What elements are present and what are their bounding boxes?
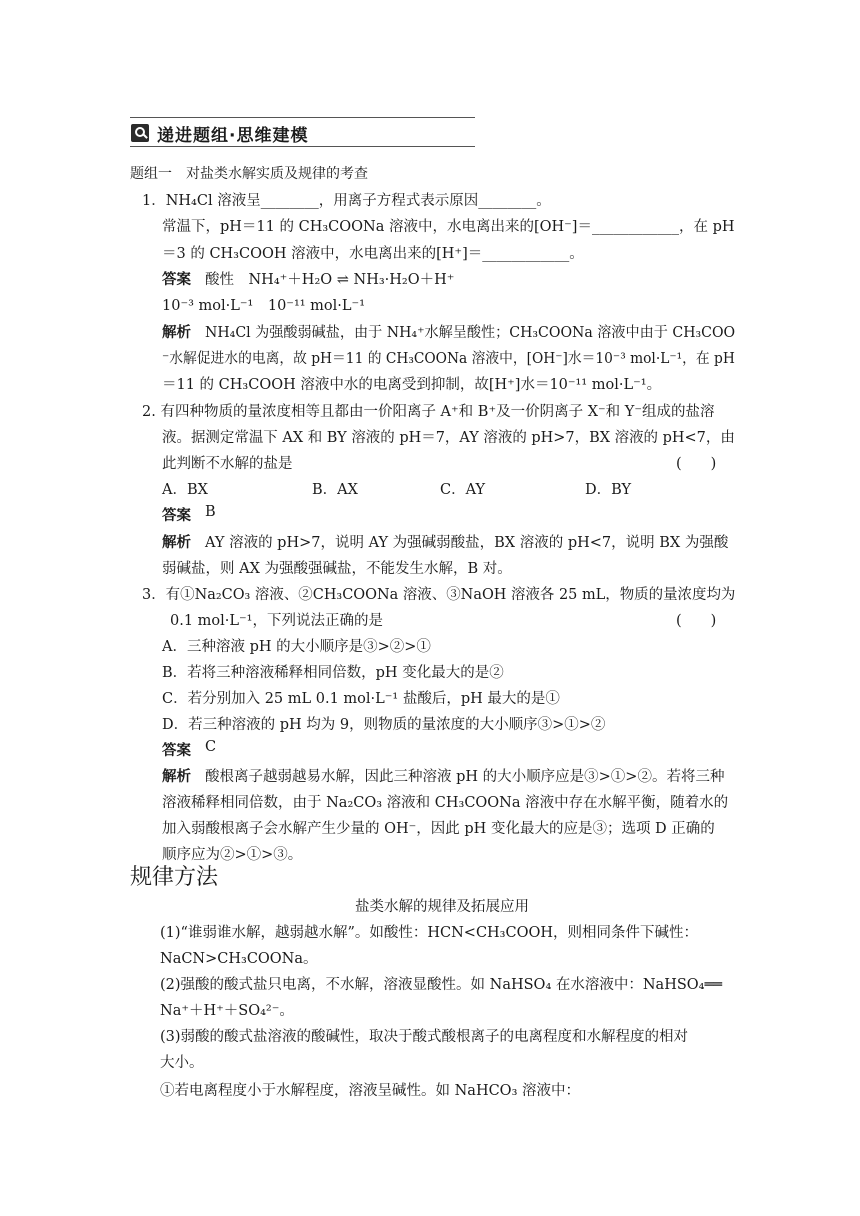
rules-p4: ①若电离程度小于水解程度，溶液呈碱性。如 NaHCO₃ 溶液中：	[160, 1083, 580, 1099]
q2-answer-label: 答案	[162, 508, 191, 524]
q2-answer-paren: ( )	[676, 456, 717, 472]
q1-analysis-label: 解析	[162, 325, 191, 341]
q3-analysis-label: 解析	[162, 769, 191, 785]
q3-stem-line1: 3．有①Na₂CO₃ 溶液、②CH₃COONa 溶液、③NaOH 溶液各 25 mL，物质的量浓度均为	[142, 587, 736, 603]
q3-analysis-line3: 加入弱酸根离子会水解产生少量的 OH⁻，因此 pH 变化最大的应是③；选项 D 正确的	[162, 821, 715, 837]
q3-answer: C	[205, 739, 217, 755]
rules-p1-line2: NaCN>CH₃COONa。	[160, 951, 318, 967]
q3-analysis-line2: 溶液稀释相同倍数，由于 Na₂CO₃ 溶液和 CH₃COONa 溶液中存在水解平衡，随着水的	[162, 795, 729, 811]
q2-option-a: A．BX	[162, 482, 208, 498]
q3-analysis-line1: 酸根离子越弱越易水解，因此三种溶液 pH 的大小顺序应是③>①>②。若将三种	[205, 769, 725, 785]
q3-option-c: C．若分别加入 25 mL 0.1 mol·L⁻¹ 盐酸后，pH 最大的是①	[162, 691, 560, 707]
rules-subtitle: 盐类水解的规律及拓展应用	[355, 899, 529, 915]
q1-stem-line3: ＝3 的 CH₃COOH 溶液中，水电离出来的[H⁺]＝____________。	[162, 246, 584, 262]
rules-p1-line1: (1)“谁弱谁水解，越弱越水解”。如酸性：HCN<CH₃COOH，则相同条件下碱性：	[160, 925, 699, 941]
q2-stem-line3: 此判断不水解的盐是	[162, 456, 293, 472]
magnifier-icon	[131, 124, 149, 142]
q2-option-d: D．BY	[585, 482, 632, 498]
q2-stem-line2: 液。据测定常温下 AX 和 BY 溶液的 pH＝7，AY 溶液的 pH>7，BX 溶液的 pH<7，由	[162, 430, 735, 446]
rules-p3-line1: (3)弱酸的酸式盐溶液的酸碱性，取决于酸式酸根离子的电离程度和水解程度的相对	[160, 1029, 689, 1045]
section-title: 递进题组·思维建模	[157, 126, 309, 146]
q1-answer-label: 答案	[162, 272, 191, 288]
q1-analysis-line2: ⁻水解促进水的电离，故 pH＝11 的 CH₃COONa 溶液中，[OH⁻]水＝10⁻³ mol·L⁻¹，在 pH	[162, 351, 735, 367]
q2-analysis-line1: AY 溶液的 pH>7，说明 AY 为强碱弱酸盐，BX 溶液的 pH<7，说明 BX 为强酸	[205, 535, 729, 551]
q1-analysis-line1: NH₄Cl 为强酸弱碱盐，由于 NH₄⁺水解呈酸性；CH₃COONa 溶液中由于 CH₃COO	[205, 325, 736, 341]
q3-analysis-line4: 顺序应为②>①>③。	[162, 847, 303, 863]
q1-answer-line2: 10⁻³ mol·L⁻¹ 10⁻¹¹ mol·L⁻¹	[162, 298, 366, 314]
q2-analysis-line2: 弱碱盐，则 AX 为强酸强碱盐，不能发生水解，B 对。	[162, 561, 512, 577]
q2-option-c: C．AY	[440, 482, 486, 498]
q1-stem-line2: 常温下，pH＝11 的 CH₃COONa 溶液中，水电离出来的[OH⁻]＝____________，在 pH	[162, 219, 735, 235]
rules-heading: 规律方法	[130, 865, 219, 890]
q1-answer-line1: 酸性 NH₄⁺＋H₂O ⇌ NH₃·H₂O＋H⁺	[205, 272, 455, 288]
q2-analysis-label: 解析	[162, 535, 191, 551]
header-top-rule	[130, 117, 475, 118]
rules-p3-line2: 大小。	[160, 1055, 204, 1071]
header-bottom-rule	[130, 146, 475, 147]
rules-p2-line2: Na⁺＋H⁺＋SO₄²⁻。	[160, 1003, 294, 1019]
q3-option-d: D．若三种溶液的 pH 均为 9，则物质的量浓度的大小顺序③>①>②	[162, 717, 606, 733]
q2-option-b: B．AX	[312, 482, 358, 498]
group-title: 题组一 对盐类水解实质及规律的考查	[130, 166, 368, 182]
q3-answer-paren: ( )	[676, 613, 717, 629]
q3-stem-line2: 0.1 mol·L⁻¹，下列说法正确的是	[170, 613, 383, 629]
q2-answer: B	[205, 504, 216, 520]
q3-option-a: A．三种溶液 pH 的大小顺序是③>②>①	[162, 639, 431, 655]
q1-analysis-line3: ＝11 的 CH₃COOH 溶液中水的电离受到抑制，故[H⁺]水＝10⁻¹¹ mol·L⁻¹。	[162, 377, 662, 393]
q3-option-b: B．若将三种溶液稀释相同倍数，pH 变化最大的是②	[162, 665, 504, 681]
q2-stem-line1: 2. 有四种物质的量浓度相等且都由一价阳离子 A⁺和 B⁺及一价阴离子 X⁻和 Y⁻组成的盐溶	[142, 404, 715, 420]
q1-stem-line1: 1．NH₄Cl 溶液呈________，用离子方程式表示原因________。	[142, 193, 551, 209]
q3-answer-label: 答案	[162, 743, 191, 759]
rules-p2-line1: (2)强酸的酸式盐只电离，不水解，溶液显酸性。如 NaHSO₄ 在水溶液中：NaHSO₄══	[160, 977, 722, 993]
